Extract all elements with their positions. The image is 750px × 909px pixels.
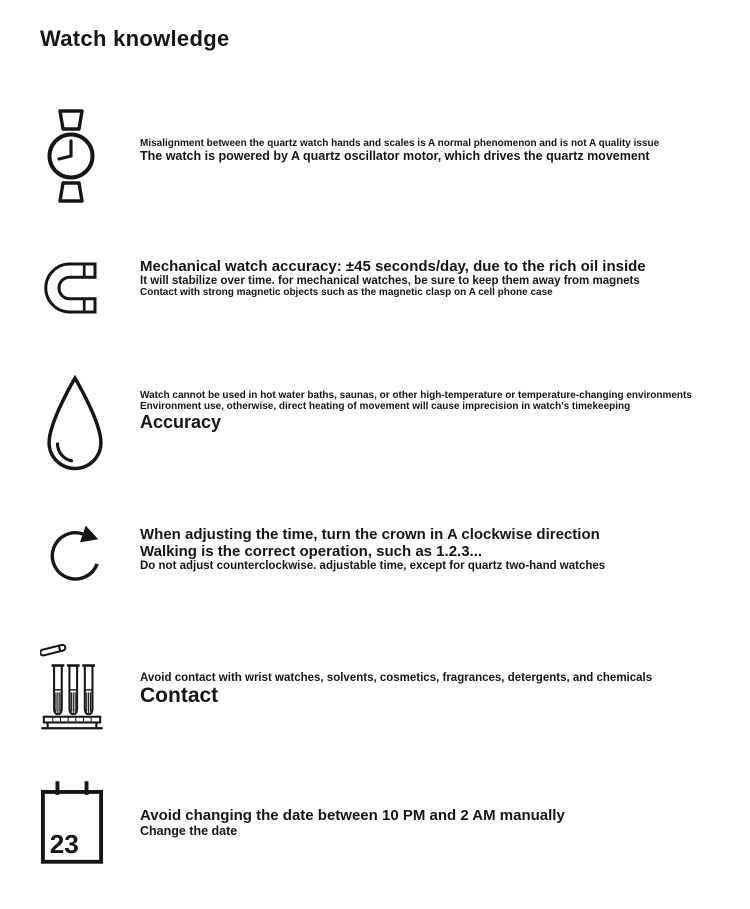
quartz-text-block: [140, 108, 720, 163]
temperature-note-1: Watch cannot be used in hot water baths, saunas, or other high-temperature or temperature-changing environments: [140, 390, 692, 401]
magnetism-heading: Mechanical watch accuracy: ±45 seconds/day, due to the rich oil inside: [140, 258, 646, 275]
wristwatch-icon: [40, 108, 140, 204]
section-quartz-movement: [40, 108, 720, 204]
crown-text-block: [140, 518, 720, 572]
rotate-clockwise-icon: [40, 518, 140, 588]
water-drop-icon: [40, 374, 140, 472]
calendar-icon: [40, 779, 140, 865]
date-subheading: Change the date: [140, 824, 238, 838]
section-crown-adjustment: [40, 518, 720, 588]
crown-heading: When adjusting the time, turn the crown in A clockwise direction: [140, 526, 600, 543]
crown-note-1: Walking is the correct operation, such as 1.2.3...: [140, 543, 483, 560]
chemicals-note: Avoid contact with wrist watches, solvents, cosmetics, fragrances, detergents, and chemicals: [140, 672, 653, 684]
section-chemicals: [40, 640, 720, 732]
temperature-text-block: [140, 374, 720, 433]
quartz-heading: The watch is powered by A quartz oscillator motor, which drives the quartz movement: [140, 149, 650, 163]
magnetism-note-2: Contact with strong magnetic objects such as the magnetic clasp on A cell phone case: [140, 287, 553, 298]
chemicals-text-block: [140, 640, 720, 708]
section-temperature: [40, 374, 720, 472]
crown-note-2: Do not adjust counterclockwise. adjustable time, except for quartz two-hand watches: [140, 560, 606, 572]
quartz-note: Misalignment between the quartz watch hands and scales is A normal phenomenon and is not A quality issue: [140, 138, 660, 149]
accuracy-heading: Accuracy: [140, 412, 222, 432]
date-heading: Avoid changing the date between 10 PM and 2 AM manually: [140, 807, 565, 824]
section-magnetism: [40, 258, 720, 318]
test-tubes-icon: [40, 640, 140, 732]
contact-heading: Contact: [140, 684, 219, 707]
section-date-change: [40, 779, 720, 865]
page-title: Watch knowledge: [40, 26, 230, 51]
calendar-day-number: 23: [49, 829, 79, 860]
magnetism-note-1: It will stabilize over time. for mechanical watches, be sure to keep them away from magnets: [140, 275, 640, 287]
magnetism-text-block: [140, 258, 720, 298]
temperature-note-2: Environment use, otherwise, direct heating of movement will cause imprecision in watch's timekeeping: [140, 401, 631, 412]
date-text-block: [140, 779, 720, 838]
magnet-icon: [40, 258, 140, 318]
